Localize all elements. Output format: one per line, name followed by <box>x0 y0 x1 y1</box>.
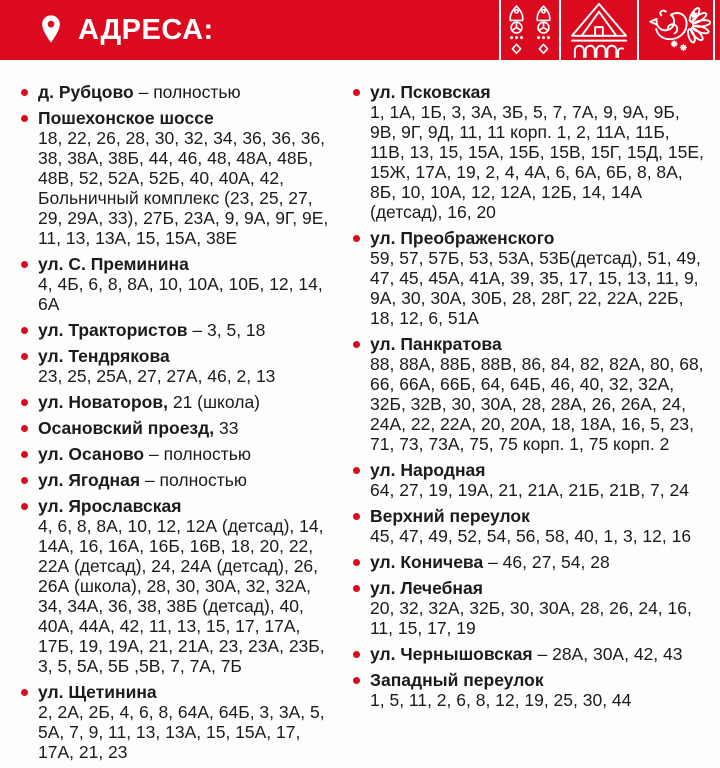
address-item <box>352 578 708 638</box>
bullet-dot-icon <box>353 89 360 96</box>
bullet-dot-icon <box>353 235 360 242</box>
address-column-left <box>20 82 338 768</box>
street-numbers: 64, 27, 19, 19А, 21, 21А, 21Б, 21В, 7, 24 <box>370 480 689 500</box>
street-inline-numbers: – полностью <box>144 470 247 490</box>
street-name: ул. Коничева <box>370 552 484 572</box>
address-lists <box>0 60 720 768</box>
street-inline-numbers: – полностью <box>138 82 241 102</box>
street-name: ул. Щетинина <box>38 682 157 702</box>
street-name: ул. Новаторов, <box>38 392 168 412</box>
address-item <box>20 418 338 438</box>
street-numbers: 23, 25, 25А, 27, 27А, 46, 2, 13 <box>38 366 276 386</box>
folk-bird-panel <box>637 0 715 60</box>
location-pin-icon <box>38 13 64 47</box>
street-name: ул. Панкратова <box>370 334 502 354</box>
street-numbers: 20, 32, 32А, 32Б, 30, 30А, 28, 26, 24, 16, 11, 15, 17, 19 <box>370 598 692 638</box>
address-item <box>20 346 338 386</box>
header-bar <box>0 0 720 60</box>
address-item <box>20 682 338 762</box>
bullet-dot-icon <box>353 651 360 658</box>
bullet-dot-icon <box>21 115 28 122</box>
street-name: д. Рубцово <box>38 82 134 102</box>
street-name: ул. Ягодная <box>38 470 141 490</box>
street-name: ул. С. Преминина <box>38 254 189 274</box>
bullet-dot-icon <box>21 503 28 510</box>
street-name: ул. Трактористов <box>38 320 188 340</box>
street-inline-numbers: 21 (школа) <box>172 392 261 412</box>
ornament-pillar-icon <box>532 4 555 56</box>
street-numbers: 88, 88А, 88Б, 88В, 86, 84, 82, 82А, 80, 68, 66, 66А, 66Б, 64, 64Б, 46, 40, 32, 32А, 32Б, 32В, 30, 30А, 28, 28А, 26, 26А, 24, 24А, 22, 22А, 20, 20А, 18, 18А, 16, 5, 23, 71, 73, 73А, 75, 75 корп. 1, 75 корп. 2 <box>370 354 704 454</box>
address-item <box>20 108 338 248</box>
address-column-right <box>352 82 708 768</box>
street-numbers: 45, 47, 49, 52, 54, 56, 58, 40, 1, 3, 12, 16 <box>370 526 692 546</box>
street-numbers: 4, 6, 8, 8А, 10, 12, 12А (детсад), 14, 14А, 16, 16А, 16Б, 16В, 18, 20, 22, 22А (детсад), 24, 24А (детсад), 26, 26А (школа), 28, 30, 30А, 32, 32А, 34, 34А, 36, 38, 38Б (детсад), 40, 40А, 44А, 42, 11, 13, 15, 17, 17А, 17Б, 19, 19А, 21, 21А, 23, 23А, 23Б, 3, 5, 5А, 5Б ,5В, 7, 7А, 7Б <box>38 516 325 676</box>
bullet-dot-icon <box>21 89 28 96</box>
bullet-dot-icon <box>21 451 28 458</box>
street-numbers: 2, 2А, 2Б, 4, 6, 8, 64А, 64Б, 3, 3А, 5, 5А, 7, 9, 11, 13, 13А, 15, 15А, 17, 17А, 21, 23 <box>38 702 325 762</box>
street-name: ул. Осаново <box>38 444 145 464</box>
address-item <box>20 444 338 464</box>
bullet-dot-icon <box>353 677 360 684</box>
street-numbers: 4, 4Б, 6, 8, 8А, 10, 10А, 10Б, 12, 14, 6А <box>38 274 323 314</box>
page-title: АДРЕСА: <box>78 13 214 46</box>
address-item <box>352 460 708 500</box>
street-inline-numbers: – 28А, 30А, 42, 43 <box>537 644 683 664</box>
ornament-pillars-panel <box>499 0 559 60</box>
ornament-icon-strip <box>499 0 715 60</box>
bullet-dot-icon <box>353 467 360 474</box>
folk-bird-icon <box>641 3 711 57</box>
address-item <box>352 334 708 454</box>
street-numbers: 1, 1А, 1Б, 3, 3А, 3Б, 5, 7, 7А, 9, 9А, 9Б, 9В, 9Г, 9Д, 11, 11 корп. 1, 2, 11А, 11Б, 11В, 13, 15, 15А, 15Б, 15В, 15Г, 15Д, 15Е, 15Ж, 17А, 19, 2, 4, 4А, 6, 6А, 6Б, 8, 8А, 8Б, 10, 10А, 12, 12А, 12Б, 14, 14А (детсад), 16, 20 <box>370 102 704 222</box>
bullet-dot-icon <box>21 477 28 484</box>
street-name: ул. Псковская <box>370 82 491 102</box>
address-item <box>20 470 338 490</box>
street-name: Пошехонское шоссе <box>38 108 214 128</box>
street-inline-numbers: – полностью <box>149 444 252 464</box>
street-name: Верхний переулок <box>370 506 530 526</box>
street-inline-numbers: – 3, 5, 18 <box>192 320 266 340</box>
kremlin-tower-panel <box>559 0 637 60</box>
bullet-dot-icon <box>21 399 28 406</box>
street-name: Западный переулок <box>370 670 544 690</box>
street-name: ул. Народная <box>370 460 486 480</box>
bullet-dot-icon <box>353 585 360 592</box>
address-item <box>20 82 338 102</box>
bullet-dot-icon <box>21 327 28 334</box>
bullet-dot-icon <box>21 689 28 696</box>
address-item <box>20 496 338 676</box>
address-item <box>20 254 338 314</box>
address-item <box>352 506 708 546</box>
ornament-pillar-icon <box>505 4 528 56</box>
address-item <box>352 228 708 328</box>
street-name: Осановский проезд, <box>38 418 215 438</box>
bullet-dot-icon <box>21 261 28 268</box>
street-numbers: 1, 5, 11, 2, 6, 8, 12, 19, 25, 30, 44 <box>370 690 632 710</box>
bullet-dot-icon <box>21 353 28 360</box>
street-name: ул. Лечебная <box>370 578 483 598</box>
bullet-dot-icon <box>353 341 360 348</box>
bullet-dot-icon <box>353 559 360 566</box>
address-item <box>20 392 338 412</box>
address-item <box>352 552 708 572</box>
street-name: ул. Преображенского <box>370 228 555 248</box>
street-numbers: 59, 57, 57Б, 53, 53А, 53Б(детсад), 51, 49, 47, 45, 45А, 41А, 39, 35, 17, 15, 13, 11, 9, 9А, 30, 30А, 30Б, 28, 28Г, 22, 22А, 22Б, 18, 12, 6, 51А <box>370 248 701 328</box>
bullet-dot-icon <box>21 425 28 432</box>
street-name: ул. Тендрякова <box>38 346 170 366</box>
street-numbers: 18, 22, 26, 28, 30, 32, 34, 36, 36, 36, 38, 38А, 38Б, 44, 46, 48, 48А, 48Б, 48В, 52, 52А, 52Б, 40, 40А, 42, Больничный комплекс (23, 25, 27, 29, 29А, 33), 27Б, 23А, 9, 9А, 9Г, 9Е, 11, 13, 13А, 15, 15А, 38Е <box>38 128 329 248</box>
address-item <box>352 82 708 222</box>
street-name: ул. Ярославская <box>38 496 182 516</box>
street-name: ул. Чернышовская <box>370 644 533 664</box>
street-inline-numbers: – 46, 27, 54, 28 <box>488 552 610 572</box>
street-inline-numbers: 33 <box>218 418 239 438</box>
bullet-dot-icon <box>353 513 360 520</box>
kremlin-tent-tower-icon <box>565 2 633 58</box>
address-item <box>352 644 708 664</box>
address-item <box>20 320 338 340</box>
address-item <box>352 670 708 710</box>
